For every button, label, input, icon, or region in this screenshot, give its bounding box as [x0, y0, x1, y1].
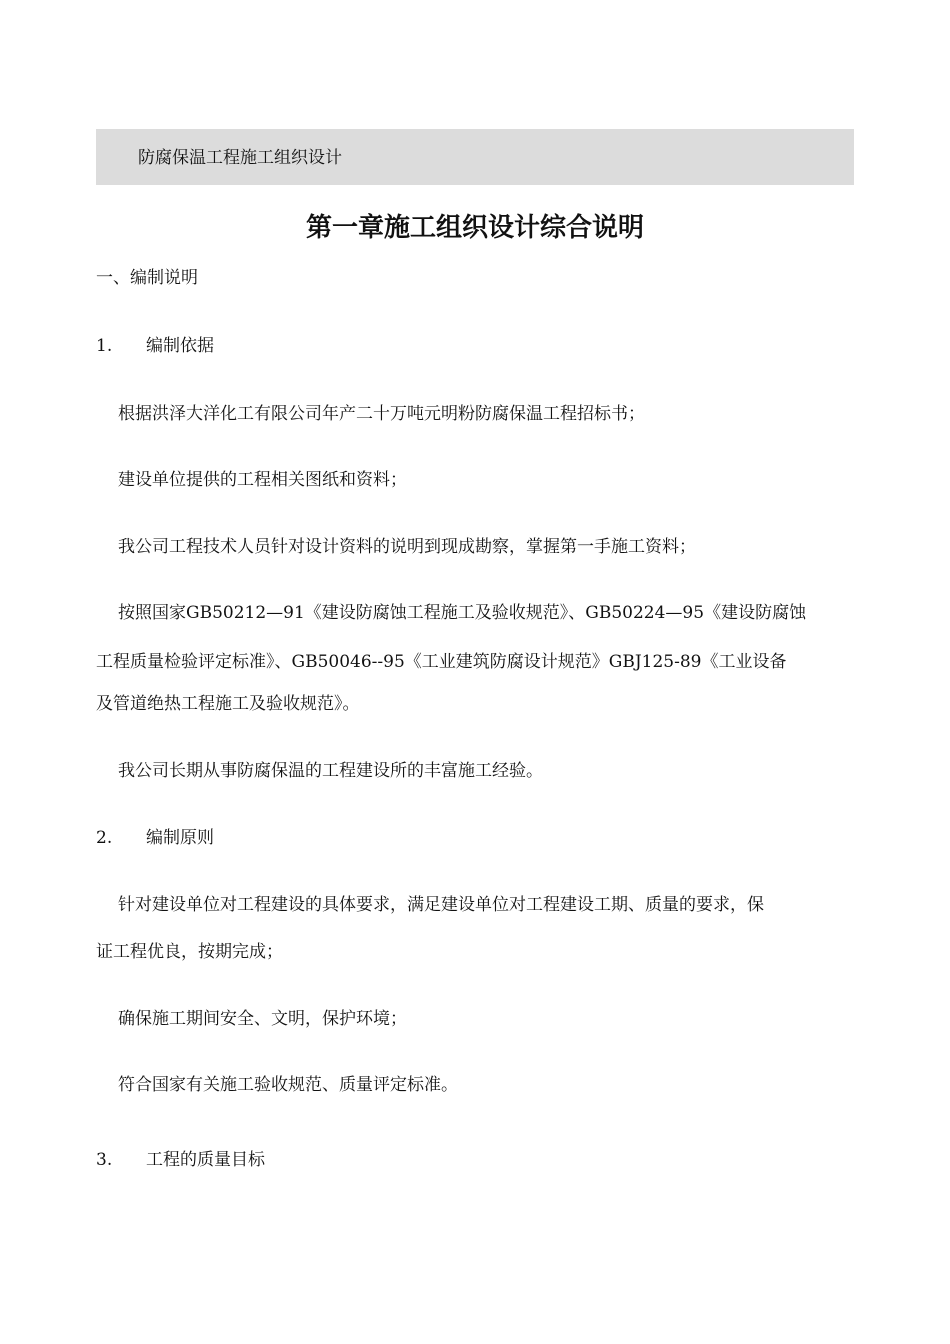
paragraph: 我公司长期从事防腐保温的工程建设所的丰富施工经验。	[118, 761, 543, 781]
item-number: 1.	[96, 336, 113, 356]
item-label: 编制原则	[146, 828, 214, 848]
running-header	[96, 129, 854, 185]
paragraph-line: 按照国家GB50212—91《建设防腐蚀工程施工及验收规范》、GB50224—95《建设防腐蚀	[118, 603, 807, 623]
paragraph-line: 针对建设单位对工程建设的具体要求，满足建设单位对工程建设工期、质量的要求，保	[118, 895, 764, 915]
paragraph: 符合国家有关施工验收规范、质量评定标准。	[118, 1075, 458, 1095]
item-number: 2.	[96, 828, 113, 848]
chapter-title: 第一章施工组织设计综合说明	[305, 213, 644, 243]
header-text: 防腐保温工程施工组织设计	[138, 148, 342, 168]
paragraph: 根据洪泽大洋化工有限公司年产二十万吨元明粉防腐保温工程招标书；	[118, 404, 645, 424]
item-label: 编制依据	[146, 336, 214, 356]
item-label: 工程的质量目标	[146, 1150, 265, 1170]
paragraph-line: 证工程优良，按期完成；	[96, 942, 283, 962]
paragraph: 我公司工程技术人员针对设计资料的说明到现成勘察，掌握第一手施工资料；	[118, 537, 696, 557]
paragraph: 确保施工期间安全、文明，保护环境；	[118, 1009, 407, 1029]
paragraph-line: 工程质量检验评定标准》、GB50046--95《工业建筑防腐设计规范》GBJ125-89《工业设备	[96, 652, 787, 672]
section-heading: 一、编制说明	[96, 268, 198, 288]
item-number: 3.	[96, 1150, 113, 1170]
paragraph: 建设单位提供的工程相关图纸和资料；	[118, 470, 407, 490]
paragraph-line: 及管道绝热工程施工及验收规范》。	[96, 694, 360, 714]
